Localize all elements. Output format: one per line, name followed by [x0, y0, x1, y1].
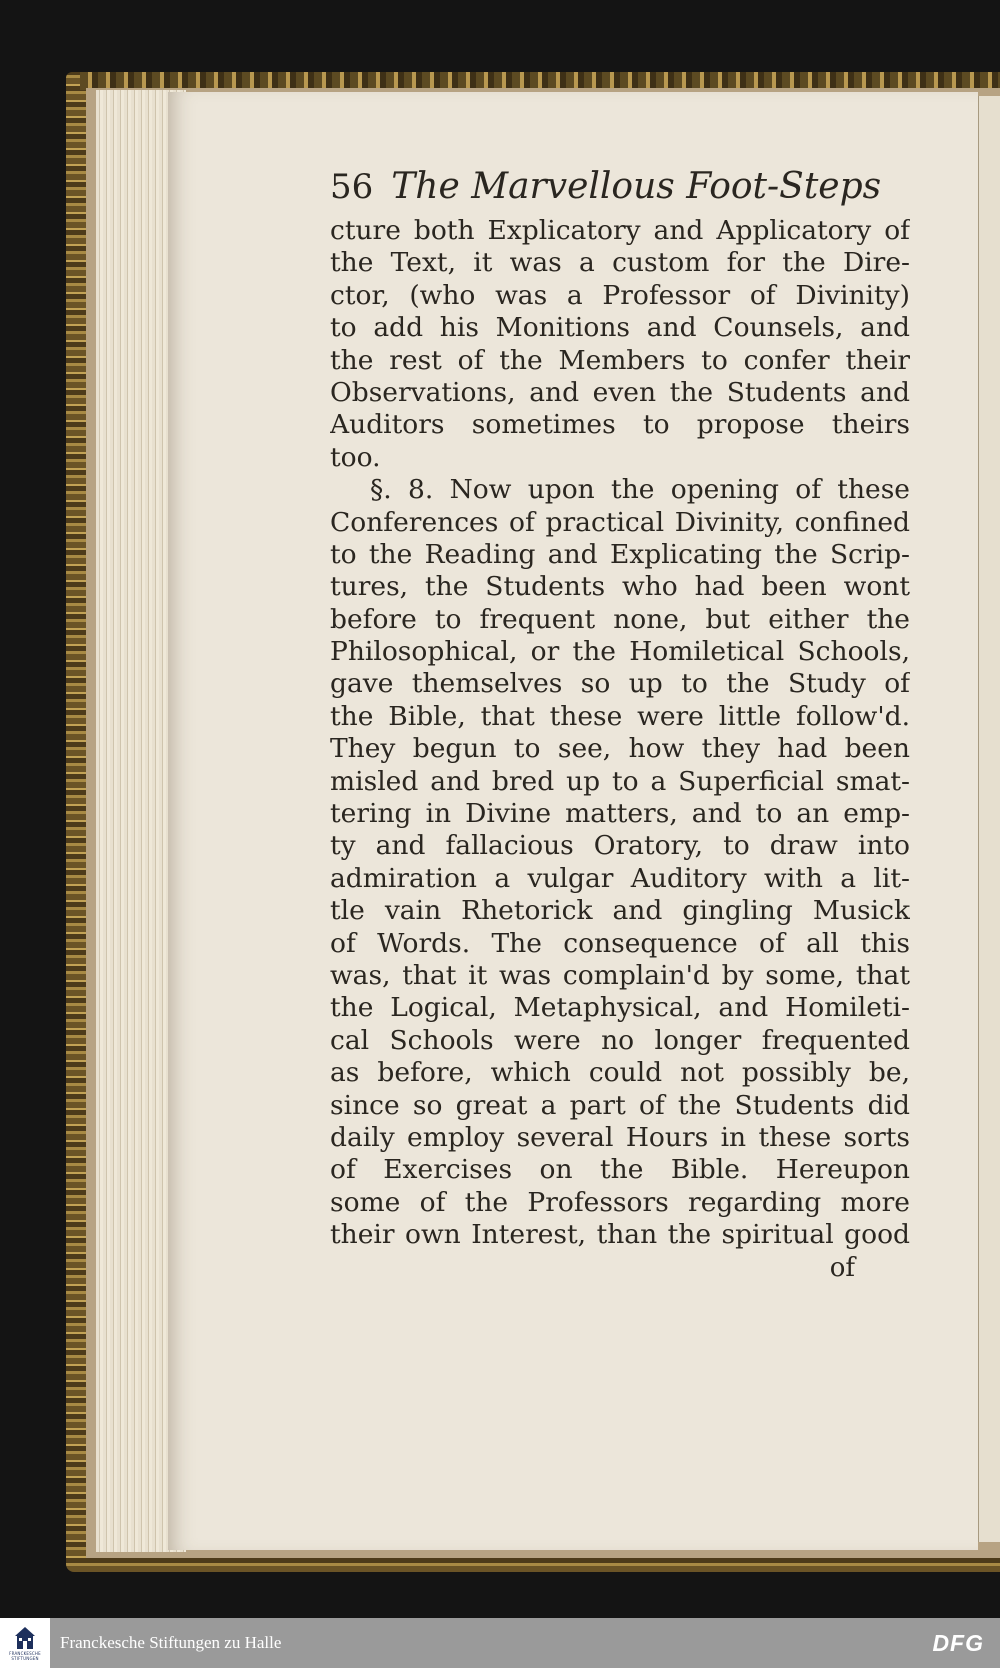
text-line: to the Reading and Explicating the Scrip-	[330, 538, 910, 570]
text-line: the Text, it was a custom for the Dire-	[330, 247, 910, 279]
text-lines	[330, 215, 910, 1252]
dfg-logo[interactable]: DFG	[932, 1629, 984, 1656]
text-line: the Bible, that these were little follow'd.	[330, 700, 910, 732]
text-line: ty and fallacious Oratory, to draw into	[330, 830, 910, 862]
text-line: some of the Professors regarding more	[330, 1186, 910, 1218]
text-line: tering in Divine matters, and to an emp-	[330, 798, 910, 830]
institution-name[interactable]: Franckesche Stiftungen zu Halle	[60, 1633, 282, 1652]
text-line: to add his Monitions and Counsels, and	[330, 312, 910, 344]
text-line: Observations, and even the Students and	[330, 376, 910, 408]
text-line: too.	[330, 441, 381, 473]
text-line: They begun to see, how they had been	[330, 733, 910, 765]
running-header	[330, 165, 910, 209]
page-text	[330, 165, 910, 1284]
viewer-footer	[0, 1618, 1000, 1668]
page-number: 56	[330, 167, 374, 207]
facing-page-edge	[978, 96, 1000, 1542]
text-line: tle vain Rhetorick and gingling Musick	[330, 895, 910, 927]
running-head-title: The Marvellous Foot-Steps	[391, 166, 882, 207]
text-line: before to frequent none, but either the	[330, 603, 910, 635]
institution-logo[interactable]	[0, 1618, 50, 1668]
text-line: admiration a vulgar Auditory with a lit-	[330, 862, 910, 894]
text-line: cture both Explicatory and Applicatory of	[330, 215, 910, 246]
text-line: tures, the Students who had been wont	[330, 571, 910, 603]
text-line: of Exercises on the Bible. Hereupon	[330, 1154, 910, 1186]
text-line: since so great a part of the Students did	[330, 1089, 910, 1121]
text-line: Philosophical, or the Homiletical Schools,	[330, 636, 910, 668]
text-line: Conferences of practical Divinity, confined	[330, 506, 910, 538]
text-line: was, that it was complain'd by some, that	[330, 959, 910, 991]
orphanage-building-icon	[14, 1625, 36, 1651]
text-line: Auditors sometimes to propose theirs	[330, 409, 910, 441]
text-line: their own Interest, than the spiritual good	[330, 1219, 910, 1251]
logo-text: FRANCKESCHE STIFTUNGEN	[9, 1651, 41, 1661]
text-line: the rest of the Members to confer their	[330, 344, 910, 376]
text-line: misled and bred up to a Superficial smat-	[330, 765, 910, 797]
text-line: daily employ several Hours in these sorts	[330, 1121, 910, 1153]
text-line: cal Schools were no longer frequented	[330, 1024, 910, 1056]
text-line: as before, which could not possibly be,	[330, 1057, 910, 1089]
text-line: gave themselves so up to the Study of	[330, 668, 910, 700]
catchword: of	[829, 1252, 855, 1283]
text-line: §. 8. Now upon the opening of these	[370, 474, 910, 506]
text-line: of Words. The consequence of all this	[330, 927, 910, 959]
text-line: the Logical, Metaphysical, and Homileti-	[330, 992, 910, 1024]
text-line: ctor, (who was a Professor of Divinity)	[330, 279, 910, 311]
